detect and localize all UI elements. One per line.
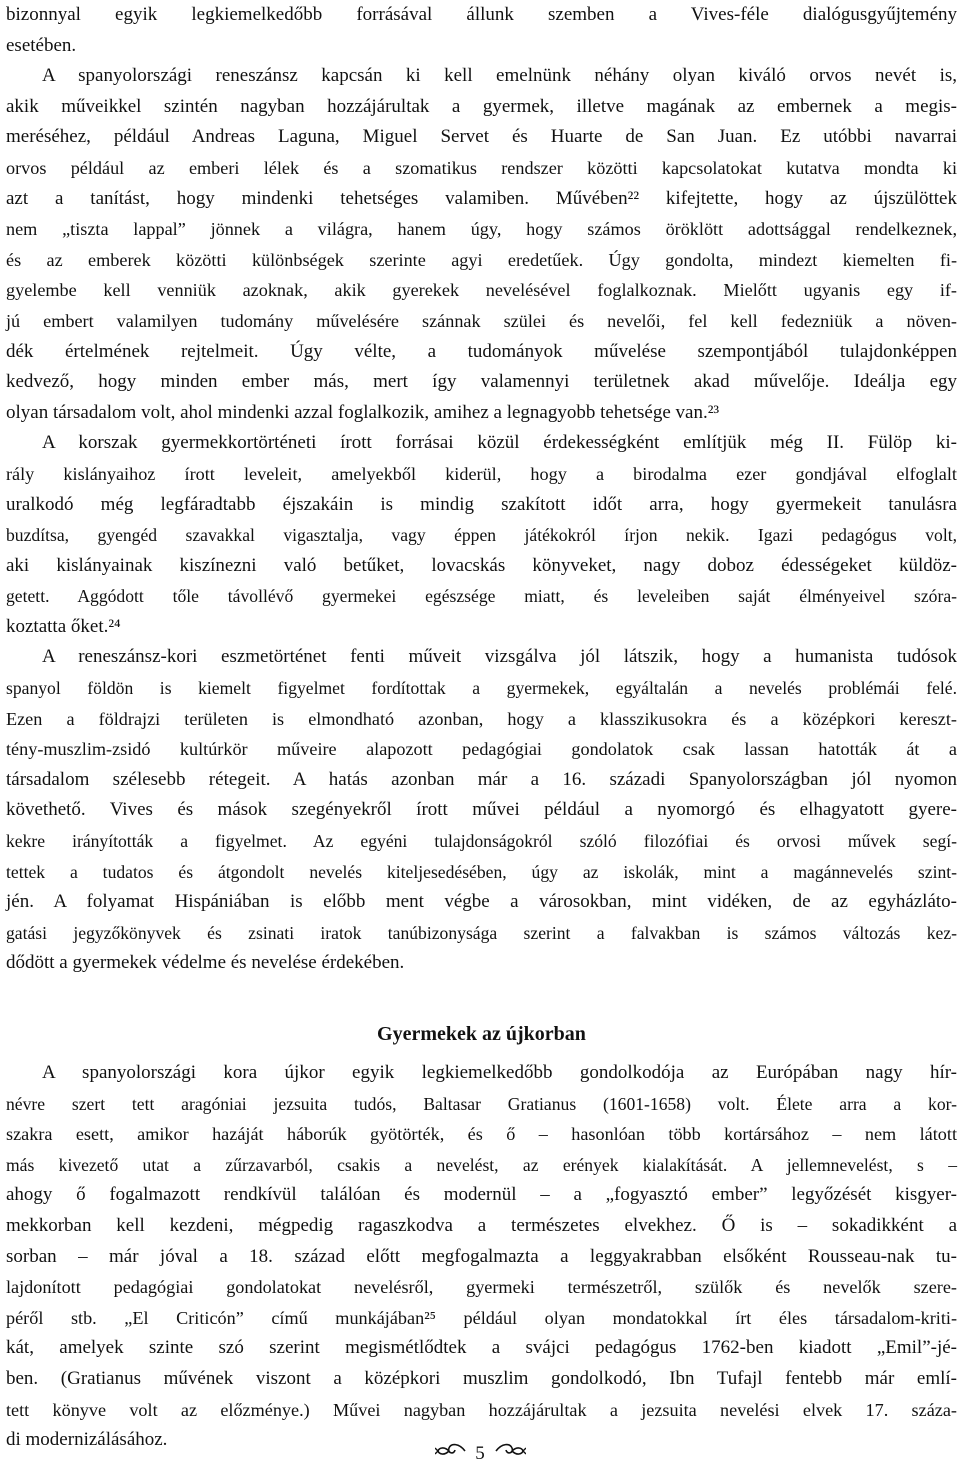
text-line: orvos például az emberi lélek és a szomatikus rendszer közötti kapcsolatokat kutatva mondta ki — [6, 157, 957, 178]
text-line: uralkodó még legfáradtabb éjszakáin is mindig szakított időt arra, hogy gyermekeit tanulásra — [6, 493, 957, 515]
text-line: tett könyve volt az előzménye.) Művei nagyban hozzájárultak a jezsuita nevelési elvek 17. száza- — [6, 1399, 957, 1420]
text-line: szakra esett, amikor hazáját háborúk gyötörték, és ő – hasonlóan több kortársához – nem látott — [6, 1124, 957, 1145]
text-line: dődött a gyermekek védelme és nevelése érdekében. — [6, 952, 405, 974]
text-line: jén. A folyamat Hispániában is előbb ment végbe a városokban, mint vidéken, de az egyházláto- — [6, 891, 957, 913]
document-page — [6, 0, 957, 1456]
text-line: A korszak gyermekkortörténeti írott forrásai közül érdekességként említjük még II. Fülöp ki- — [42, 432, 957, 454]
body-text-bottom — [6, 1058, 957, 1456]
text-line: bizonnyal egyik legkiemelkedőbb forrásával állunk szemben a Vives-féle dialógusgyűjtemény — [6, 4, 957, 25]
text-line: spanyol földön is kiemelt figyelmet fordítottak a gyermekek, egyáltalán a nevelés problémái felé. — [6, 678, 957, 699]
section-heading: Gyermekek az újkorban — [377, 1023, 586, 1045]
text-line: A spanyolországi kora újkor egyik legkiemelkedőbb gondolkodója az Európában nagy hír- — [42, 1062, 957, 1083]
text-line: di modernizálásához. — [6, 1429, 168, 1451]
section-gap — [6, 979, 957, 1016]
text-line: követhető. Vives és mások szegényekről írott művei például a nyomorgó és elhagyatott gyere- — [6, 799, 957, 821]
body-text-top — [6, 0, 957, 979]
text-line: A reneszánsz-kori eszmetörténet fenti műveit vizsgálva jól látszik, hogy a humanista tudósok — [42, 646, 957, 668]
text-line: tény-muszlim-zsidó kultúrkör műveire alapozott pedagógiai gondolatok csak lassan hatották át a — [6, 739, 957, 760]
text-line: péről stb. „El Criticón” című munkájában²⁵ például olyan mondatokkal írt éles társadalom-kriti- — [6, 1307, 957, 1328]
right-ornament-icon — [492, 1442, 526, 1466]
text-line: névre szert tett aragóniai jezsuita tudós, Baltasar Gratianus (1601-1658) volt. Élete arra a kor- — [6, 1093, 957, 1114]
text-line: és az emberek közötti különbségek szerinte agyi eredetűek. Úgy gondolta, mindezt kiemelten fi- — [6, 249, 957, 270]
text-line: getett. Aggódott tőle távollévő gyermekei egészsége miatt, és leveleiben saját élményeivel szóra- — [6, 586, 957, 607]
text-line: azt a tanítást, hogy mindenki tehetséges valamiben. Művében²² kifejtette, hogy az újszülöttek — [6, 187, 957, 209]
text-line: mekkorban kell kezdeni, mégpedig ragaszkodva a természetes elvekhez. Ő is – sokadikként a — [6, 1214, 957, 1236]
text-line: nem „tiszta lappal” jönnek a világra, hanem úgy, hogy számos öröklött adottsággal rendelkeznek, — [6, 219, 957, 240]
text-line: jú embert valamilyen tudomány művelésére szánnak szülei és nevelői, fel kell fedezniük a növen- — [6, 310, 957, 331]
text-line: kedvező, hogy minden ember más, mert így valamennyi területnek akad művelője. Ideálja egy — [6, 371, 957, 393]
text-line: sorban – már jóval a 18. század előtt megfogalmazta a leggyakrabban elsőként Rousseau-nak tu- — [6, 1245, 957, 1267]
text-line: aki kislányainak kiszínezni való betűket, lovacskás könyveket, nagy doboz édességeket küldöz- — [6, 554, 957, 576]
text-line: gatási jegyzőkönyvek és zsinati iratok tanúbizonysága szerint a falvakban is számos változás kez- — [6, 922, 957, 943]
text-line: koztatta őket.²⁴ — [6, 615, 121, 637]
page-number: 5 — [475, 1443, 485, 1464]
text-line: tettek a tudatos és átgondolt nevelés kiteljesedésében, úgy az iskolák, mint a magánnevelés szint- — [6, 861, 957, 882]
text-line: meréséhez, például Andreas Laguna, Miguel Servet és Huarte de San Juan. Ez utóbbi navarrai — [6, 126, 957, 148]
text-line: ahogy ő fogalmazott rendkívül találóan és modernül – a „fogyasztó ember” legyőzését kisgyer- — [6, 1184, 957, 1206]
text-line: ben. (Gratianus művének viszont a középkori muszlim gondolkodó, Ibn Tufajl fentebb már emlí- — [6, 1367, 957, 1389]
text-line: buzdítsa, gyengéd szavakkal vigasztalja, vagy éppen játékokról írjon nekik. Igazi pedagógus volt, — [6, 525, 957, 546]
text-line: kekre irányították a figyelmet. Az egyéni tulajdonságokról szóló filozófiai és orvosi művek segí- — [6, 831, 957, 852]
left-ornament-icon — [435, 1442, 469, 1466]
text-line: Ezen a földrajzi területen is elmondható azonban, hogy a klasszikusokra és a középkori kereszt- — [6, 708, 957, 729]
text-line: más kivezető utat a zűrzavarból, csakis a nevelést, az erények kialakítását. A jellemnevelést, s – — [6, 1154, 957, 1175]
text-line: társadalom szélesebb rétegeit. A hatás azonban már a 16. századi Spanyolországban jól nyomon — [6, 768, 957, 790]
text-line: gyelembe kell venniük azoknak, akik gyerekek nevelésével foglalkoznak. Mielőtt ugyanis egy if- — [6, 280, 957, 301]
text-line: dék értelmének rejtelmeit. Úgy vélte, a tudományok művelése szempontjából tulajdonképpen — [6, 340, 957, 362]
text-line: lajdonított pedagógiai gondolatokat nevelésről, gyermeki természetről, szülők és nevelők szere- — [6, 1277, 957, 1298]
text-line: akik műveikkel szintén nagyban hozzájárultak a gyermek, illetve magának az embernek a megis- — [6, 95, 957, 117]
text-line: A spanyolországi reneszánsz kapcsán ki kell emelnünk néhány olyan kiváló orvos nevét is, — [42, 65, 957, 87]
text-line: kát, amelyek szinte szó szerint megismétlődtek a svájci pedagógus 1762-ben kiadott „Emil”-jé- — [6, 1337, 957, 1359]
page-footer — [0, 1442, 960, 1466]
text-line: esetében. — [6, 34, 77, 56]
text-line: olyan társadalom volt, ahol mindenki azzal foglalkozik, amihez a legnagyobb tehetsége van.²³ — [6, 401, 720, 423]
text-line: rály kislányaihoz írott leveleit, amelyekből kiderül, hogy a birodalma ezer gondjával elfoglalt — [6, 463, 957, 484]
